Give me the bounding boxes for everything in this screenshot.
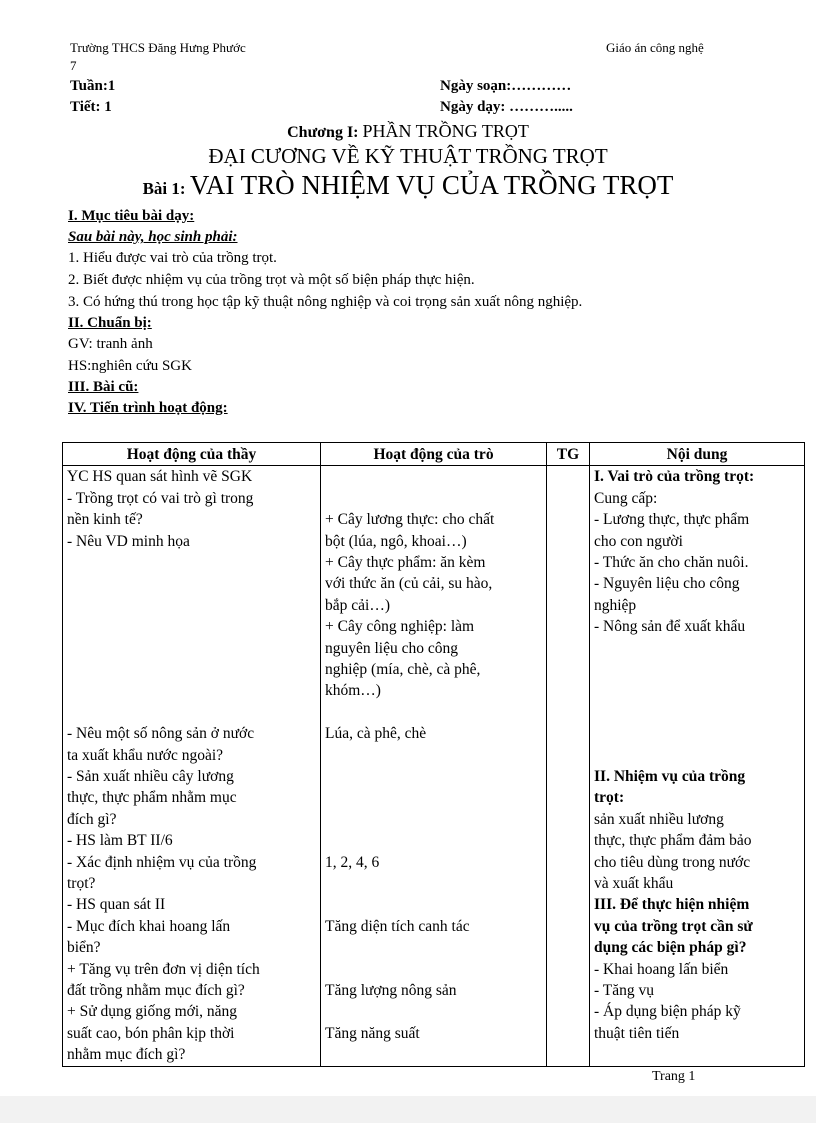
review-heading: III. Bài cũ: [68,379,139,395]
content-line [594,680,800,701]
content-line: sản xuất nhiều lương [594,810,724,828]
student-line [325,787,542,808]
teacher-line: - Mục đích khai hoang lấn [67,917,231,935]
school-name: Trường THCS Đăng Hưng Phước [70,40,246,55]
teacher-line: ta xuất khẩu nước ngoài? [67,746,224,764]
student-line: với thức ăn (củ cải, su hào, [325,575,493,593]
header-student: Hoạt động của trò [321,443,547,466]
teacher-line: - HS quan sát II [67,896,166,914]
content-line: trọt: [594,789,625,807]
content-line [594,745,800,766]
objective-3: 3. Có hứng thú trong học tập kỹ thuật nông nghiệp và coi trọng sản xuất nông nghiệp. [68,294,583,310]
lesson-label: Bài 1: [142,179,190,198]
prep-date: Ngày soạn:………… [440,78,572,94]
student-line: Tăng lượng nông sản [325,981,457,999]
section-title: ĐẠI CƯƠNG VỀ KỸ THUẬT TRỒNG TRỌT [208,144,608,168]
content-line: II. Nhiệm vụ của trồng [594,768,746,785]
content-line: I. Vai trò của trồng trọt: [594,468,755,486]
student-line [325,488,542,509]
content-line: thực, thực phẩm đảm bảo [594,832,752,850]
student-line: bắp cải…) [325,596,390,614]
teacher-line [67,616,316,637]
teacher-line [67,595,316,616]
student-line: nguyên liệu cho công [325,639,459,657]
student-line: Lúa, cà phê, chè [325,725,427,743]
content-line [594,723,800,744]
teacher-line: suất cao, bón phân kịp thời [67,1024,235,1042]
student-line: + Cây thực phẩm: ăn kèm [325,554,486,571]
teacher-line: - Xác định nhiệm vụ của trồng [67,853,257,871]
teacher-line [67,659,316,680]
content-line [594,702,800,723]
teacher-line: thực, thực phẩm nhằm mục [67,789,237,807]
teacher-line: - Trồng trọt có vai trò gì trong [67,489,254,507]
student-line: Tăng năng suất [325,1024,420,1042]
header-content: Nội dung [590,443,805,466]
student-line [325,873,542,894]
teacher-line: đất trồng nhằm mục đích gì? [67,982,245,1000]
teach-date: Ngày dạy: ………..... [440,99,573,115]
content-line: dụng các biện pháp gì? [594,939,747,957]
teacher-line: + Sử dụng giống mới, năng [67,1003,238,1021]
subject-label: Giáo án công nghệ [606,40,704,55]
student-line [325,745,542,766]
content-line: III. Để thực hiện nhiệm [594,896,750,914]
student-line: + Cây lương thực: cho chất [325,511,495,529]
student-line [325,894,542,915]
header-teacher: Hoạt động của thầy [63,443,321,466]
student-line: bột (lúa, ngô, khoai…) [325,532,467,550]
week-label: Tuần:1 [70,78,116,94]
objective-2: 2. Biết được nhiệm vụ của trồng trọt và một số biện pháp thực hiện. [68,272,475,288]
teacher-line: - Nêu một số nông sản ở nước [67,725,255,743]
content-line: - Khai hoang lấn biển [594,960,729,978]
teacher-line [67,702,316,723]
prep-hs: HS:nghiên cứu SGK [68,358,192,374]
teacher-activities [63,466,321,1066]
student-line: 1, 2, 4, 6 [325,853,380,871]
time-cell [547,466,590,1066]
teacher-line: nhằm mục đích gì? [67,1046,186,1064]
student-line: Tăng diện tích canh tác [325,917,470,935]
content-line: và xuất khẩu [594,875,674,893]
content-line: nghiệp [594,596,637,614]
chapter-label: Chương I: [287,124,363,141]
chapter-name: PHẦN TRỒNG TRỌT [362,121,529,141]
teacher-line: - Sản xuất nhiều cây lương [67,767,234,785]
content-line: - Nông sản để xuất khẩu [594,618,746,636]
student-line [325,937,542,958]
objective-1: 1. Hiểu được vai trò của trồng trọt. [68,250,277,266]
page-number: Trang 1 [652,1069,696,1084]
prep-gv: GV: tranh ảnh [68,336,153,352]
student-line [325,959,542,980]
teacher-line: biển? [67,939,101,957]
teacher-line: đích gì? [67,810,117,828]
chapter-title [0,121,816,142]
content-line [594,659,800,680]
student-line [325,830,542,851]
student-line [325,1001,542,1022]
table-header-row [63,443,805,466]
student-line: khóm…) [325,682,381,700]
teacher-line [67,573,316,594]
objectives-intro: Sau bài này, học sinh phải: [68,229,238,245]
content-line: cho con người [594,532,683,550]
teacher-line: - HS làm BT II/6 [67,832,173,850]
student-line [325,766,542,787]
teacher-line: trọt? [67,875,96,892]
teacher-line: - Nêu VD minh họa [67,532,190,550]
content-line: Cung cấp: [594,489,658,507]
content-line: thuật tiên tiến [594,1024,680,1042]
student-line [325,809,542,830]
content-line: - Nguyên liệu cho công [594,575,740,593]
teacher-line: + Tăng vụ trên đơn vị diện tích [67,960,260,978]
content-line: - Áp dụng biện pháp kỹ [594,1003,741,1021]
teacher-line [67,638,316,659]
teacher-line [67,680,316,701]
page-bottom-band [0,1096,816,1123]
teacher-line [67,552,316,573]
header-time: TG [547,443,590,466]
teacher-line: YC HS quan sát hình vẽ SGK [67,468,253,486]
student-line [325,466,542,487]
content-line: vụ của trồng trọt cần sử [594,917,753,935]
period-label: Tiết: 1 [70,99,112,115]
student-line: + Cây công nghiệp: làm [325,618,475,636]
content-line: - Thức ăn cho chăn nuôi. [594,554,749,572]
content-line: - Tăng vụ [594,982,654,1000]
content-line: - Lương thực, thực phẩm [594,511,750,529]
content-line [594,638,800,659]
process-heading: IV. Tiến trình hoạt động: [68,400,228,416]
lesson-title [0,170,816,201]
prep-heading: II. Chuẩn bị: [68,315,152,331]
objectives-heading: I. Mục tiêu bài dạy: [68,208,195,224]
lesson-plan-table [62,442,805,1067]
lesson-content [590,466,805,1066]
lesson-name: VAI TRÒ NHIỆM VỤ CỦA TRỒNG TRỌT [189,170,674,200]
student-line: nghiệp (mía, chè, cà phê, [325,661,481,679]
student-activities [321,466,547,1066]
teacher-line: nền kinh tế? [67,511,143,529]
content-line: cho tiêu dùng trong nước [594,853,751,871]
school-name-line2: 7 [70,58,77,73]
table-row [63,466,805,1066]
student-line [325,702,542,723]
